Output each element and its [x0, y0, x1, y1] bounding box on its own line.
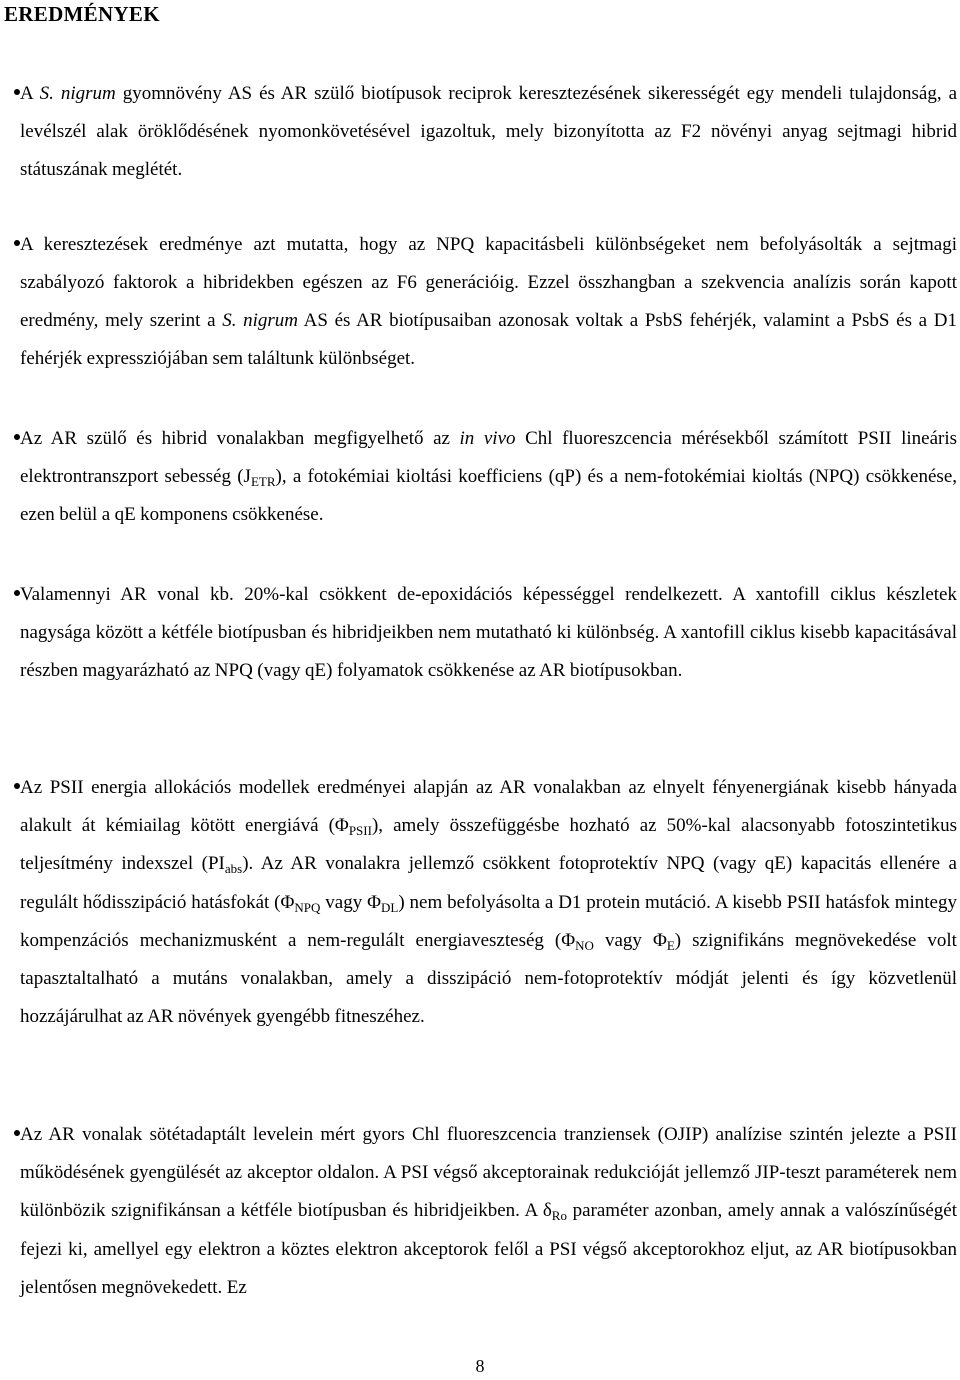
bullet-icon [14, 434, 20, 440]
paragraph: A S. nigrum gyomnövény AS és AR szülő biotípusok reciprok keresztezésének sikerességét egy mendeli tulajdonság, a levélszél alak öröklődésének nyomonkövetésével igazoltuk, mely bizonyította az F2 növényi anyag sejtmagi hibrid státuszának meglétét. [20, 83, 958, 180]
result-item-6 [14, 1116, 957, 1307]
bullet-icon [14, 89, 20, 95]
result-item-1 [14, 75, 957, 189]
paragraph: Valamennyi AR vonal kb. 20%-kal csökkent de-epoxidációs képességgel rendelkezett. A xantofill ciklus készletek nagysága között a kétféle biotípusban és hibridjeikben nem mutatható ki különbség. A xantofill ciklus kisebb kapacitásával részben magyarázható az NPQ (vagy qE) folyamatok csökkenése az AR biotípusokban. [20, 584, 957, 681]
paragraph: Az AR vonalak sötétadaptált levelein mért gyors Chl fluoreszcencia tranziensek (OJIP) analízise szintén jelezte a PSII működésének gyengülését az akceptor oldalon. A PSI végső akceptorainak redukcióját jellemző JIP-teszt paraméterek nem különbözik szignifikánsan a kétféle biotípusban és hibridjeikben. A $\delta_{Ro}$ paraméter azonban, amely annak a valószínűségét fejezi ki, amellyel egy elektron a köztes elektron akceptorok felől a PSI végső akceptorokhoz eljut, az AR biotípusokban jelentősen megnövekedett. Ez [20, 1124, 957, 1298]
species-name: S. nigrum [39, 83, 116, 104]
result-item-4 [14, 576, 957, 690]
paragraph: Az PSII energia allokációs modellek eredményei alapján az AR vonalakban az elnyelt fényenergiának kisebb hányada alakult át kémiailag kötött energiává $(\Phi_{PSII})$, amely összefüggésbe hozható az 50%-kal alacsonyabb fotoszintetikus teljesítmény indexszel $(PI_{abs})$. Az AR vonalakra jellemző csökkent fotoprotektív NPQ (vagy qE) kapacitás ellenére a regulált hődisszipáció hatásfokát ($\Phi_{NPQ}$ vagy $\Phi_{DL}$) nem befolyásolta a D1 protein mutáció. A kisebb PSII hatásfok mintegy kompenzációs mechanizmusként a nem-regulált energiaveszteség ($\Phi_{NO}$ vagy $\Phi_E$) szignifikáns megnövekedése volt tapasztaltalható a mutáns vonalakban, amely a disszipáció nem-fotoprotektív módját jelenti és így közvetlenül hozzájárulhat az AR növények gyengébb fitneszéhez. [20, 777, 957, 1028]
paragraph: Az AR szülő és hibrid vonalakban megfigyelhető az in vivo Chl fluoreszcencia mérésekből számított PSII lineáris elektrontranszport sebesség $(J_{ETR})$, a fotokémiai kioltási koefficiens (qP) és a nem-fotokémiai kioltás (NPQ) csökkenése, ezen belül a qE komponens csökkenése. [20, 428, 958, 525]
bullet-icon [14, 240, 20, 246]
section-heading: EREDMÉNYEK [4, 2, 160, 26]
in-vivo-term: in vivo [459, 428, 516, 449]
result-item-5 [14, 769, 957, 1036]
paragraph: A keresztezések eredménye azt mutatta, hogy az NPQ kapacitásbeli különbségeket nem befolyásolták a sejtmagi szabályozó faktorok a hibridekben egészen az F6 generációig. Ezzel összhangban a szekvencia analízis során kapott eredmény, mely szerint a S. nigrum AS és AR biotípusaiban azonosak voltak a PsbS fehérjék, valamint a PsbS és a D1 fehérjék expressziójában sem találtunk különbséget. [20, 234, 957, 369]
bullet-icon [14, 783, 20, 789]
result-item-3 [14, 420, 957, 534]
bullet-icon [14, 1130, 20, 1136]
bullet-icon [14, 590, 20, 596]
result-item-2 [14, 226, 957, 378]
species-name: S. nigrum [222, 310, 299, 331]
page-number: 8 [475, 1356, 485, 1376]
